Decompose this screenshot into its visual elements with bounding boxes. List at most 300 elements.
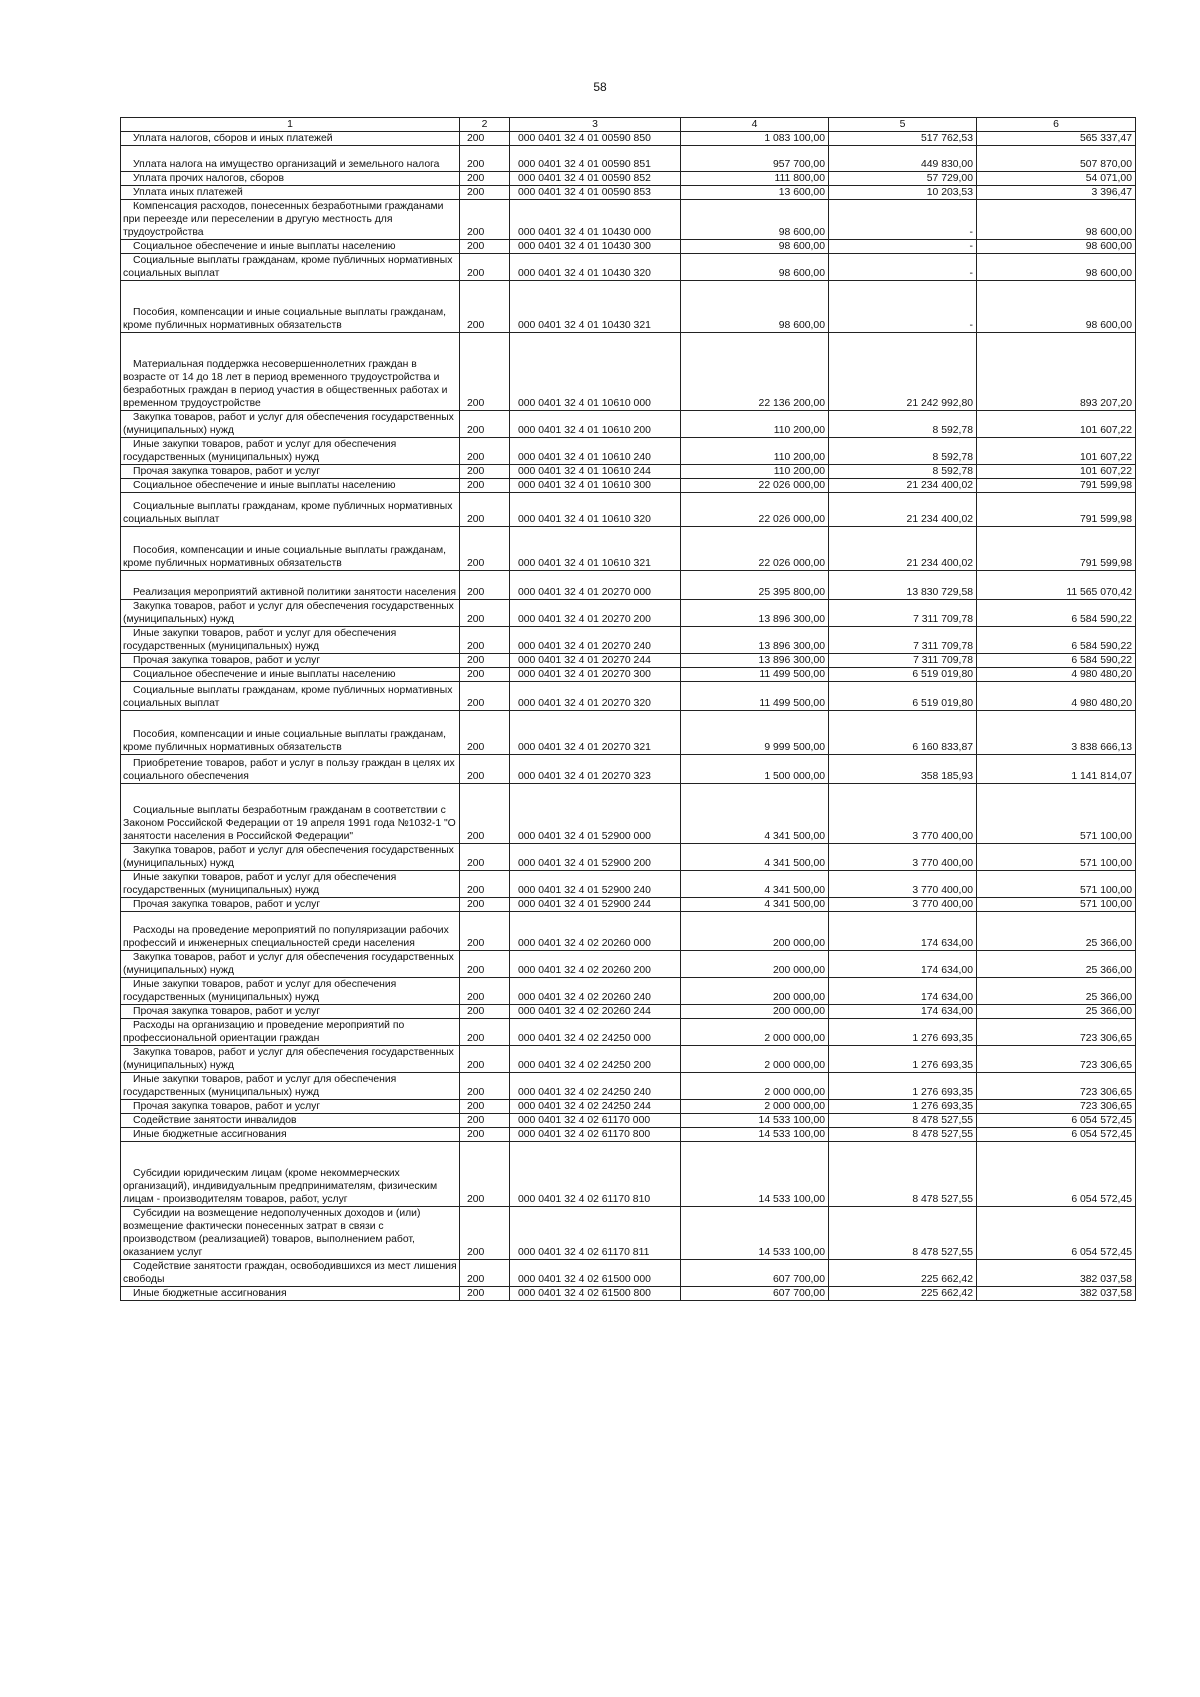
table-row: [121, 682, 1136, 711]
row-code: 200: [460, 951, 510, 978]
row-remaining-amount: 6 584 590,22: [977, 627, 1136, 654]
row-name: [121, 1260, 460, 1287]
row-executed-amount: 8 592,78: [829, 438, 977, 465]
row-executed-amount: 3 770 400,00: [829, 784, 977, 844]
row-executed-amount: 517 762,53: [829, 132, 977, 146]
row-remaining-amount: 98 600,00: [977, 240, 1136, 254]
row-approved-amount: 98 600,00: [681, 281, 829, 333]
row-budget-code: 000 0401 32 4 01 52900 000: [510, 784, 681, 844]
table-row: [121, 465, 1136, 479]
row-budget-code: 000 0401 32 4 02 61500 000: [510, 1260, 681, 1287]
row-executed-amount: 3 770 400,00: [829, 844, 977, 871]
row-executed-amount: 6 160 833,87: [829, 711, 977, 755]
row-approved-amount: 2 000 000,00: [681, 1019, 829, 1046]
table-row: [121, 438, 1136, 465]
row-executed-amount: 8 478 527,55: [829, 1207, 977, 1260]
row-budget-code: 000 0401 32 4 02 20260 240: [510, 978, 681, 1005]
row-budget-code: 000 0401 32 4 02 24250 244: [510, 1100, 681, 1114]
row-executed-amount: 21 234 400,02: [829, 479, 977, 493]
table-row: [121, 254, 1136, 281]
table-row: [121, 1019, 1136, 1046]
row-approved-amount: 2 000 000,00: [681, 1046, 829, 1073]
row-code: 200: [460, 844, 510, 871]
row-budget-code: 000 0401 32 4 02 20260 200: [510, 951, 681, 978]
row-budget-code: 000 0401 32 4 01 52900 200: [510, 844, 681, 871]
table-row: [121, 844, 1136, 871]
row-executed-amount: 174 634,00: [829, 912, 977, 951]
row-remaining-amount: 98 600,00: [977, 200, 1136, 240]
row-name: [121, 654, 460, 668]
row-name-text: Реализация мероприятий активной политики занятости населения: [133, 587, 456, 598]
row-budget-code: 000 0401 32 4 01 00590 850: [510, 132, 681, 146]
row-budget-code: 000 0401 32 4 01 10610 244: [510, 465, 681, 479]
row-remaining-amount: 723 306,65: [977, 1046, 1136, 1073]
row-name-text: Уплата налогов, сборов и иных платежей: [133, 133, 333, 144]
row-code: 200: [460, 172, 510, 186]
row-name: [121, 951, 460, 978]
row-executed-amount: 8 592,78: [829, 411, 977, 438]
row-name-text: Прочая закупка товаров, работ и услуг: [133, 1006, 321, 1017]
row-executed-amount: 57 729,00: [829, 172, 977, 186]
budget-table: [120, 117, 1136, 1301]
row-name: [121, 898, 460, 912]
row-approved-amount: 9 999 500,00: [681, 711, 829, 755]
row-name-text: Прочая закупка товаров, работ и услуг: [133, 899, 321, 910]
row-remaining-amount: 723 306,65: [977, 1019, 1136, 1046]
row-name-text: Содействие занятости инвалидов: [133, 1115, 297, 1126]
row-budget-code: 000 0401 32 4 01 20270 321: [510, 711, 681, 755]
row-executed-amount: 13 830 729,58: [829, 571, 977, 600]
row-name-text: Пособия, компенсации и иные социальные выплаты гражданам, кроме публичных нормативных обязательств: [123, 729, 447, 753]
row-name: [121, 479, 460, 493]
row-remaining-amount: 893 207,20: [977, 333, 1136, 411]
row-name-text: Уплата иных платежей: [133, 187, 243, 198]
row-approved-amount: 14 533 100,00: [681, 1142, 829, 1207]
row-code: 200: [460, 254, 510, 281]
row-executed-amount: -: [829, 200, 977, 240]
row-executed-amount: 1 276 693,35: [829, 1046, 977, 1073]
row-executed-amount: -: [829, 254, 977, 281]
row-executed-amount: 1 276 693,35: [829, 1100, 977, 1114]
row-code: 200: [460, 493, 510, 527]
row-name: [121, 281, 460, 333]
row-budget-code: 000 0401 32 4 01 00590 851: [510, 146, 681, 172]
row-executed-amount: 8 478 527,55: [829, 1128, 977, 1142]
table-row: [121, 1260, 1136, 1287]
row-budget-code: 000 0401 32 4 02 24250 200: [510, 1046, 681, 1073]
row-name-text: Иные закупки товаров, работ и услуг для обеспечения государственных (муниципальных) нужд: [123, 872, 397, 896]
row-budget-code: 000 0401 32 4 01 10610 240: [510, 438, 681, 465]
row-name: [121, 912, 460, 951]
table-row: [121, 1142, 1136, 1207]
row-budget-code: 000 0401 32 4 02 61170 000: [510, 1114, 681, 1128]
row-approved-amount: 25 395 800,00: [681, 571, 829, 600]
row-name-text: Социальные выплаты гражданам, кроме публичных нормативных социальных выплат: [123, 685, 453, 709]
table-row: [121, 784, 1136, 844]
row-approved-amount: 13 896 300,00: [681, 627, 829, 654]
row-executed-amount: 21 242 992,80: [829, 333, 977, 411]
row-name: [121, 571, 460, 600]
row-name-text: Компенсация расходов, понесенных безработными гражданами при переезде или переселении в другую местность для трудоустройства: [123, 201, 444, 238]
row-name-text: Социальные выплаты безработным гражданам в соответствии с Законом Российской Федерации от 19 апреля 1991 года №1032-1 "О занятости населения в Российской Федерации": [123, 805, 456, 842]
row-name-text: Закупка товаров, работ и услуг для обеспечения государственных (муниципальных) нужд: [123, 952, 454, 976]
row-approved-amount: 607 700,00: [681, 1260, 829, 1287]
row-code: 200: [460, 438, 510, 465]
row-remaining-amount: 6 054 572,45: [977, 1114, 1136, 1128]
row-approved-amount: 98 600,00: [681, 254, 829, 281]
row-remaining-amount: 6 054 572,45: [977, 1142, 1136, 1207]
table-row: [121, 871, 1136, 898]
column-header: 5: [829, 118, 977, 132]
row-name: [121, 240, 460, 254]
table-header-row: [121, 118, 1136, 132]
row-remaining-amount: 4 980 480,20: [977, 668, 1136, 682]
column-header: 4: [681, 118, 829, 132]
row-name: [121, 1114, 460, 1128]
row-name: [121, 132, 460, 146]
row-remaining-amount: 571 100,00: [977, 784, 1136, 844]
row-budget-code: 000 0401 32 4 01 20270 300: [510, 668, 681, 682]
row-remaining-amount: 101 607,22: [977, 411, 1136, 438]
row-code: 200: [460, 755, 510, 784]
row-code: 200: [460, 912, 510, 951]
row-budget-code: 000 0401 32 4 02 24250 000: [510, 1019, 681, 1046]
row-name-text: Социальное обеспечение и иные выплаты населению: [133, 669, 396, 680]
row-name: [121, 1142, 460, 1207]
table-row: [121, 912, 1136, 951]
row-executed-amount: 8 478 527,55: [829, 1142, 977, 1207]
row-approved-amount: 4 341 500,00: [681, 844, 829, 871]
row-remaining-amount: 4 980 480,20: [977, 682, 1136, 711]
row-approved-amount: 4 341 500,00: [681, 784, 829, 844]
row-approved-amount: 111 800,00: [681, 172, 829, 186]
row-remaining-amount: 101 607,22: [977, 438, 1136, 465]
row-code: 200: [460, 1207, 510, 1260]
row-remaining-amount: 1 141 814,07: [977, 755, 1136, 784]
row-approved-amount: 98 600,00: [681, 200, 829, 240]
row-remaining-amount: 98 600,00: [977, 254, 1136, 281]
row-code: 200: [460, 146, 510, 172]
row-budget-code: 000 0401 32 4 01 10610 200: [510, 411, 681, 438]
row-budget-code: 000 0401 32 4 01 10430 320: [510, 254, 681, 281]
row-executed-amount: 8 592,78: [829, 465, 977, 479]
row-remaining-amount: 98 600,00: [977, 281, 1136, 333]
row-code: 200: [460, 186, 510, 200]
row-name: [121, 711, 460, 755]
row-name-text: Пособия, компенсации и иные социальные выплаты гражданам, кроме публичных нормативных обязательств: [123, 307, 447, 331]
row-budget-code: 000 0401 32 4 01 52900 240: [510, 871, 681, 898]
column-header: 3: [510, 118, 681, 132]
row-remaining-amount: 791 599,98: [977, 479, 1136, 493]
table-row: [121, 898, 1136, 912]
row-budget-code: 000 0401 32 4 01 10610 300: [510, 479, 681, 493]
table-row: [121, 1128, 1136, 1142]
row-name-text: Приобретение товаров, работ и услуг в пользу граждан в целях их социального обеспечения: [123, 758, 455, 782]
row-approved-amount: 957 700,00: [681, 146, 829, 172]
row-approved-amount: 2 000 000,00: [681, 1073, 829, 1100]
row-budget-code: 000 0401 32 4 02 24250 240: [510, 1073, 681, 1100]
row-code: 200: [460, 1046, 510, 1073]
column-header: 2: [460, 118, 510, 132]
row-name: [121, 978, 460, 1005]
row-code: 200: [460, 627, 510, 654]
row-approved-amount: 13 600,00: [681, 186, 829, 200]
row-remaining-amount: 6 584 590,22: [977, 600, 1136, 627]
row-code: 200: [460, 1128, 510, 1142]
table-row: [121, 1046, 1136, 1073]
row-remaining-amount: 6 054 572,45: [977, 1128, 1136, 1142]
row-budget-code: 000 0401 32 4 02 61500 800: [510, 1287, 681, 1301]
row-name: [121, 493, 460, 527]
row-executed-amount: 6 519 019,80: [829, 668, 977, 682]
row-executed-amount: 7 311 709,78: [829, 627, 977, 654]
row-budget-code: 000 0401 32 4 01 20270 000: [510, 571, 681, 600]
table-row: [121, 1287, 1136, 1301]
row-budget-code: 000 0401 32 4 01 00590 852: [510, 172, 681, 186]
row-code: 200: [460, 898, 510, 912]
table-row: [121, 281, 1136, 333]
row-code: 200: [460, 711, 510, 755]
row-remaining-amount: 6 584 590,22: [977, 654, 1136, 668]
table-row: [121, 146, 1136, 172]
row-executed-amount: 1 276 693,35: [829, 1019, 977, 1046]
row-code: 200: [460, 1019, 510, 1046]
row-budget-code: 000 0401 32 4 01 20270 200: [510, 600, 681, 627]
row-remaining-amount: 571 100,00: [977, 871, 1136, 898]
row-budget-code: 000 0401 32 4 01 20270 244: [510, 654, 681, 668]
row-approved-amount: 22 026 000,00: [681, 479, 829, 493]
row-name-text: Иные бюджетные ассигнования: [133, 1129, 287, 1140]
row-name: [121, 784, 460, 844]
row-name: [121, 755, 460, 784]
column-header: 1: [121, 118, 460, 132]
row-remaining-amount: 25 366,00: [977, 912, 1136, 951]
row-remaining-amount: 25 366,00: [977, 978, 1136, 1005]
row-name-text: Прочая закупка товаров, работ и услуг: [133, 466, 321, 477]
row-remaining-amount: 382 037,58: [977, 1287, 1136, 1301]
row-code: 200: [460, 871, 510, 898]
row-code: 200: [460, 600, 510, 627]
row-budget-code: 000 0401 32 4 01 20270 240: [510, 627, 681, 654]
row-code: 200: [460, 200, 510, 240]
row-name: [121, 1207, 460, 1260]
row-remaining-amount: 6 054 572,45: [977, 1207, 1136, 1260]
row-approved-amount: 22 136 200,00: [681, 333, 829, 411]
table-row: [121, 978, 1136, 1005]
row-budget-code: 000 0401 32 4 01 20270 323: [510, 755, 681, 784]
row-code: 200: [460, 240, 510, 254]
row-name: [121, 871, 460, 898]
row-name: [121, 844, 460, 871]
row-name-text: Прочая закупка товаров, работ и услуг: [133, 1101, 321, 1112]
row-approved-amount: 98 600,00: [681, 240, 829, 254]
row-name-text: Материальная поддержка несовершеннолетних граждан в возрасте от 14 до 18 лет в период временного трудоустройства и безработных граждан в период участия в общественных работах и временном трудоустройстве: [123, 359, 448, 409]
row-name-text: Расходы на проведение мероприятий по популяризации рабочих профессий и инженерных специальностей среди населения: [123, 925, 449, 949]
table-row: [121, 654, 1136, 668]
row-executed-amount: 7 311 709,78: [829, 654, 977, 668]
row-code: 200: [460, 784, 510, 844]
row-name: [121, 1073, 460, 1100]
row-budget-code: 000 0401 32 4 01 10430 321: [510, 281, 681, 333]
table-row: [121, 951, 1136, 978]
row-approved-amount: 13 896 300,00: [681, 600, 829, 627]
row-executed-amount: 449 830,00: [829, 146, 977, 172]
row-name-text: Иные закупки товаров, работ и услуг для обеспечения государственных (муниципальных) нужд: [123, 1074, 397, 1098]
row-name-text: Закупка товаров, работ и услуг для обеспечения государственных (муниципальных) нужд: [123, 412, 454, 436]
table-row: [121, 411, 1136, 438]
row-remaining-amount: 25 366,00: [977, 1005, 1136, 1019]
row-name: [121, 668, 460, 682]
row-remaining-amount: 25 366,00: [977, 951, 1136, 978]
row-name-text: Содействие занятости граждан, освободившихся из мест лишения свободы: [123, 1261, 457, 1285]
row-name-text: Иные закупки товаров, работ и услуг для обеспечения государственных (муниципальных) нужд: [123, 628, 397, 652]
row-remaining-amount: 791 599,98: [977, 527, 1136, 571]
row-name-text: Социальное обеспечение и иные выплаты населению: [133, 241, 396, 252]
row-approved-amount: 4 341 500,00: [681, 871, 829, 898]
row-remaining-amount: 11 565 070,42: [977, 571, 1136, 600]
table-row: [121, 132, 1136, 146]
row-remaining-amount: 382 037,58: [977, 1260, 1136, 1287]
row-name: [121, 1128, 460, 1142]
row-approved-amount: 13 896 300,00: [681, 654, 829, 668]
row-approved-amount: 1 083 100,00: [681, 132, 829, 146]
row-name-text: Уплата налога на имущество организаций и земельного налога: [133, 159, 440, 170]
row-name-text: Расходы на организацию и проведение мероприятий по профессиональной ориентации граждан: [123, 1020, 405, 1044]
row-remaining-amount: 3 396,47: [977, 186, 1136, 200]
row-name: [121, 527, 460, 571]
row-name: [121, 682, 460, 711]
row-name-text: Субсидии на возмещение недополученных доходов и (или) возмещение фактически понесенных затрат в связи с производством (реализацией) товаров, выполнением работ, оказанием услуг: [123, 1208, 421, 1258]
row-code: 200: [460, 1142, 510, 1207]
row-name: [121, 600, 460, 627]
column-header: 6: [977, 118, 1136, 132]
row-executed-amount: -: [829, 281, 977, 333]
row-budget-code: 000 0401 32 4 01 10610 320: [510, 493, 681, 527]
row-executed-amount: 3 770 400,00: [829, 898, 977, 912]
row-remaining-amount: 723 306,65: [977, 1100, 1136, 1114]
table-row: [121, 627, 1136, 654]
row-approved-amount: 11 499 500,00: [681, 682, 829, 711]
row-name: [121, 200, 460, 240]
row-executed-amount: 10 203,53: [829, 186, 977, 200]
row-approved-amount: 4 341 500,00: [681, 898, 829, 912]
row-name-text: Иные бюджетные ассигнования: [133, 1288, 287, 1299]
row-approved-amount: 2 000 000,00: [681, 1100, 829, 1114]
row-executed-amount: 1 276 693,35: [829, 1073, 977, 1100]
row-code: 200: [460, 465, 510, 479]
row-code: 200: [460, 1073, 510, 1100]
row-executed-amount: 3 770 400,00: [829, 871, 977, 898]
row-approved-amount: 110 200,00: [681, 411, 829, 438]
row-executed-amount: 174 634,00: [829, 951, 977, 978]
row-executed-amount: 8 478 527,55: [829, 1114, 977, 1128]
table-row: [121, 600, 1136, 627]
row-name: [121, 1019, 460, 1046]
table-row: [121, 240, 1136, 254]
row-code: 200: [460, 1287, 510, 1301]
row-approved-amount: 1 500 000,00: [681, 755, 829, 784]
row-code: 200: [460, 1260, 510, 1287]
row-executed-amount: 7 311 709,78: [829, 600, 977, 627]
table-row: [121, 1114, 1136, 1128]
row-code: 200: [460, 411, 510, 438]
row-remaining-amount: 565 337,47: [977, 132, 1136, 146]
row-budget-code: 000 0401 32 4 01 52900 244: [510, 898, 681, 912]
row-budget-code: 000 0401 32 4 01 10610 321: [510, 527, 681, 571]
table-row: [121, 493, 1136, 527]
table-row: [121, 200, 1136, 240]
row-name: [121, 1287, 460, 1301]
row-code: 200: [460, 1005, 510, 1019]
row-approved-amount: 22 026 000,00: [681, 493, 829, 527]
row-code: 200: [460, 571, 510, 600]
row-name: [121, 1046, 460, 1073]
page-number: 58: [593, 80, 607, 94]
row-remaining-amount: 54 071,00: [977, 172, 1136, 186]
table-row: [121, 668, 1136, 682]
table-row: [121, 1100, 1136, 1114]
row-remaining-amount: 3 838 666,13: [977, 711, 1136, 755]
row-approved-amount: 110 200,00: [681, 465, 829, 479]
table-row: [121, 333, 1136, 411]
row-executed-amount: 21 234 400,02: [829, 493, 977, 527]
row-name-text: Закупка товаров, работ и услуг для обеспечения государственных (муниципальных) нужд: [123, 601, 454, 625]
row-executed-amount: 6 519 019,80: [829, 682, 977, 711]
row-code: 200: [460, 668, 510, 682]
row-name-text: Иные закупки товаров, работ и услуг для обеспечения государственных (муниципальных) нужд: [123, 979, 397, 1003]
row-name-text: Социальные выплаты гражданам, кроме публичных нормативных социальных выплат: [123, 501, 453, 525]
row-executed-amount: 225 662,42: [829, 1260, 977, 1287]
row-name-text: Субсидии юридическим лицам (кроме некоммерческих организаций), индивидуальным предпринимателям, физическим лицам - производителям товаров, работ, услуг: [123, 1168, 438, 1205]
row-executed-amount: 21 234 400,02: [829, 527, 977, 571]
row-budget-code: 000 0401 32 4 01 00590 853: [510, 186, 681, 200]
table-row: [121, 1005, 1136, 1019]
row-code: 200: [460, 682, 510, 711]
row-name: [121, 627, 460, 654]
table-row: [121, 571, 1136, 600]
table-row: [121, 711, 1136, 755]
row-approved-amount: 200 000,00: [681, 978, 829, 1005]
row-budget-code: 000 0401 32 4 02 61170 810: [510, 1142, 681, 1207]
row-budget-code: 000 0401 32 4 01 20270 320: [510, 682, 681, 711]
row-name-text: Прочая закупка товаров, работ и услуг: [133, 655, 321, 666]
row-executed-amount: 225 662,42: [829, 1287, 977, 1301]
row-approved-amount: 200 000,00: [681, 1005, 829, 1019]
row-executed-amount: 174 634,00: [829, 978, 977, 1005]
row-remaining-amount: 507 870,00: [977, 146, 1136, 172]
row-budget-code: 000 0401 32 4 01 10430 300: [510, 240, 681, 254]
row-executed-amount: 174 634,00: [829, 1005, 977, 1019]
row-executed-amount: 358 185,93: [829, 755, 977, 784]
row-executed-amount: -: [829, 240, 977, 254]
row-budget-code: 000 0401 32 4 01 10610 000: [510, 333, 681, 411]
row-name: [121, 146, 460, 172]
row-name: [121, 186, 460, 200]
row-name-text: Закупка товаров, работ и услуг для обеспечения государственных (муниципальных) нужд: [123, 845, 454, 869]
row-approved-amount: 14 533 100,00: [681, 1114, 829, 1128]
row-code: 200: [460, 1100, 510, 1114]
row-name: [121, 172, 460, 186]
row-approved-amount: 200 000,00: [681, 951, 829, 978]
row-budget-code: 000 0401 32 4 01 10430 000: [510, 200, 681, 240]
row-name: [121, 1100, 460, 1114]
table-row: [121, 186, 1136, 200]
table-row: [121, 527, 1136, 571]
table-row: [121, 1207, 1136, 1260]
row-remaining-amount: 791 599,98: [977, 493, 1136, 527]
row-remaining-amount: 571 100,00: [977, 844, 1136, 871]
row-remaining-amount: 571 100,00: [977, 898, 1136, 912]
